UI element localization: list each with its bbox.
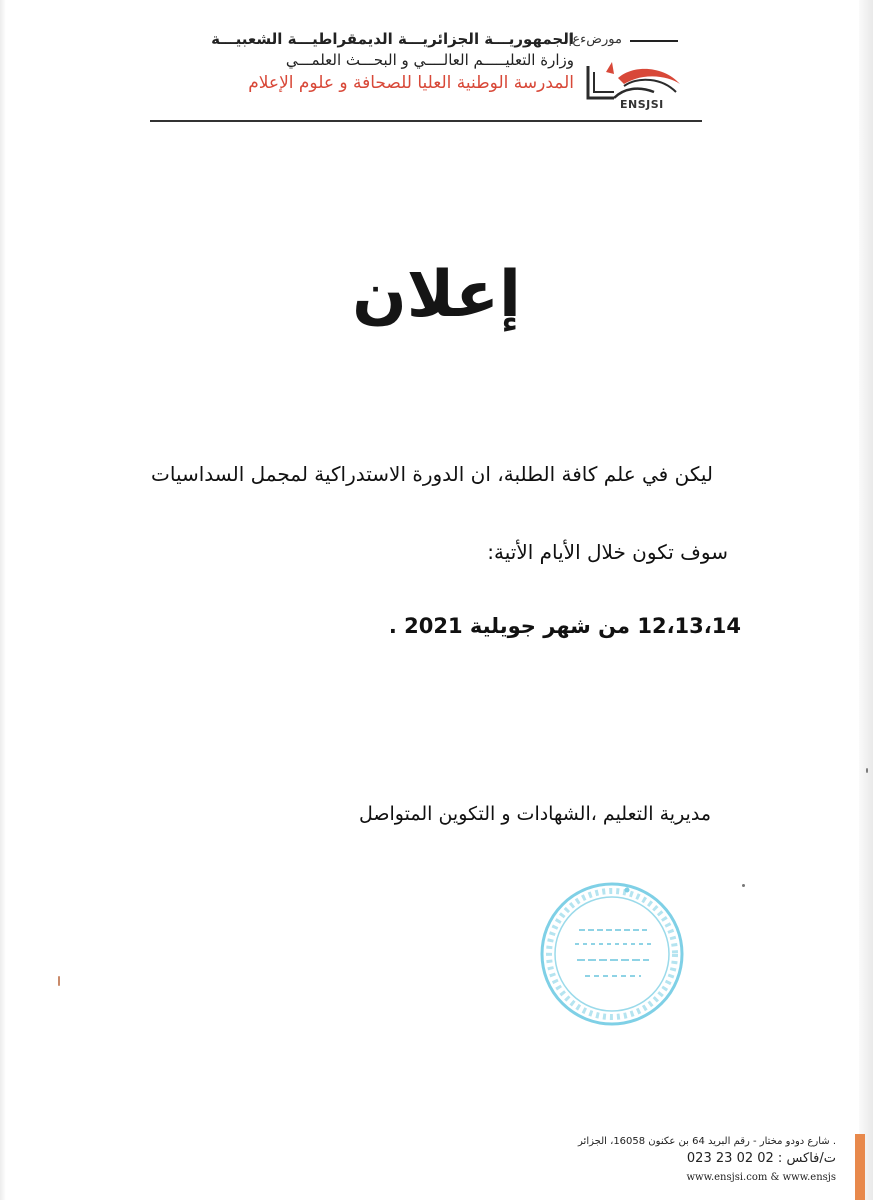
scan-speck <box>58 976 60 986</box>
letterhead <box>150 22 702 122</box>
republic-name: الجمهوريـــة الجزائريـــة الديمقراطيـــة الشعبيـــة <box>211 30 574 48</box>
scan-speck <box>742 884 745 887</box>
header-divider <box>150 120 702 122</box>
page-edge-left <box>0 0 6 1200</box>
logo-rule <box>630 40 678 42</box>
announcement-paragraph-1: ليكن في علم كافة الطلبة، ان الدورة الاستدراكية لمجمل السداسيات <box>151 462 713 486</box>
announcement-paragraph-2: سوف تكون خلال الأيام الأتية: <box>487 540 728 564</box>
page-edge-right <box>859 0 873 1200</box>
announcement-title: إعلان <box>352 258 521 332</box>
letterhead-text <box>174 30 574 93</box>
footer-accent-bar <box>855 1134 865 1200</box>
scan-speck <box>866 768 868 773</box>
footer-contact <box>496 1136 836 1183</box>
signature-department: مديرية التعليم ،الشهادات و التكوين المتواصل <box>359 803 711 825</box>
exam-dates: 12،13،14 من شهر جويلية 2021 . <box>388 614 741 638</box>
footer-address: . شارع دودو مختار - رقم البريد 64 بن عكنون 16058، الجزائر <box>578 1136 836 1147</box>
footer-website: www.ensjsi.com & www.ensjs <box>686 1172 836 1183</box>
logo-handwriting: مورضءع| <box>568 32 622 47</box>
school-logo <box>568 32 688 114</box>
logo-text: ENSJSI <box>620 98 664 111</box>
official-stamp <box>537 878 687 1030</box>
footer-phone: ت/فاكس : 02 02 23 023 <box>686 1151 836 1166</box>
school-name: المدرسة الوطنية العليا للصحافة و علوم الإعلام <box>248 73 574 93</box>
ministry-name: وزارة التعليـــــم العالــــي و البحـــث العلمـــي <box>285 51 574 69</box>
